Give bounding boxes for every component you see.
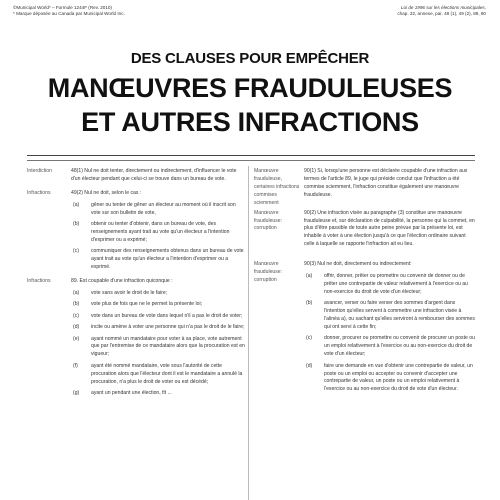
side-label-manoeuvre-1: Manœuvre frauduleuse, certaines infractions commises sciemment <box>254 168 300 206</box>
list-item: (c) communiquer des renseignements obtenus dans un bureau de vote ayant trait au vote qu'un électeur a l'intention d'exprimer ou a exprimé. <box>73 248 244 271</box>
list-item: (a) gêner ou tenter de gêner un électeur au moment où il inscrit son vote sur son bulletin de vote, <box>73 201 236 216</box>
section-90-3 <box>254 261 476 394</box>
section-90-3-text: 90(3) Nul ne doit, directement ou indirectement: <box>304 261 412 268</box>
section-49-text: 49(2) Nul ne doit, selon le cas : <box>71 189 142 196</box>
side-label-interdiction: Interdiction <box>27 168 52 174</box>
section-90-1 <box>254 168 476 206</box>
list-item: (c) donner, procurer ou promettre ou convenir de procurer un poste ou un emploi relativement à l'exercice ou au non-exercice du droit de vote d'un électeur; <box>306 335 475 358</box>
list-item: (b) vote plus de fois que ne le permet la présente loi; <box>73 301 202 308</box>
right-column <box>254 168 476 400</box>
section-89-text: 89. Est coupable d'une infraction quiconque : <box>71 277 173 284</box>
list-item: (a) vote sans avoir le droit de le faire; <box>73 289 168 296</box>
side-label-manoeuvre-2: Manœuvre frauduleuse: corruption <box>254 209 283 232</box>
side-label-infractions-2: Infractions <box>27 277 51 284</box>
section-90-2-text: 90(2) Une infraction visée au paragraphe (3) constitue une manœuvre frauduleuse et, sur déclaration de culpabilité, la personne qui la commet, en plus d'être passible de toute autre peine prévue par la présente loi, est inhabile à voter à une élection jusqu'à ce que l'élection ordinaire suivant celle à laquelle se rapporte l'infraction ait eu lieu. <box>304 209 475 248</box>
list-item: (c) vote dans un bureau de vote dans lequel n'il a pas le droit de voter; <box>73 312 243 319</box>
statute-title: Loi de 1996 sur les élections municipales, <box>400 5 486 10</box>
list-item: (f) ayant été nommé mandataire, vote sous l'autorité de cette procuration alors que l'électeur dont il est le mandataire a annulé la procuration, n'a plus le droit de voter ou est décédé; <box>73 362 243 385</box>
section-90-1-text: 90(1) Si, lorsqu'une personne est déclarée coupable d'une infraction aux termes de l'article 89, le juge qui préside conclut que l'infraction a été commise sciemment, l'infraction constitue également une manœuvre frauduleuse. <box>304 168 468 198</box>
header-right <box>316 5 486 17</box>
trademark-line: * Marque déposée au Canada par Municipal World Inc. <box>13 11 125 16</box>
section-89 <box>27 278 245 398</box>
list-item: (a) offrir, donner, prêter ou promettre ou convenir de donner ou de prêter une contrepartie de valeur relativement à l'exercice ou au non-exercice du droit de vote d'un électeur; <box>306 273 468 295</box>
title-line-2: MANŒUVRES FRAUDULEUSES <box>47 73 453 103</box>
side-label-infractions: Infractions <box>27 189 51 196</box>
section-49 <box>27 190 245 272</box>
section-48 <box>27 168 245 184</box>
list-item: (b) avancer, verser ou faire verser des sommes d'argent dans l'intention qu'elles servent à commettre une infraction visée à l'alinéa a), ou sachant qu'elles serviront à rembourser des sommes qui ont servi à cette fin; <box>306 300 475 330</box>
copyright-line: ©Municipal World* – Formule 1244F (Rev. 2010) <box>13 5 112 10</box>
list-item: (d) faire une demande en vue d'obtenir une contrepartie de valeur, un poste ou un emploi ou accepter ou convenir d'accepter une contrepartie de valeur, un poste ou un emploi relativement à l'exercice ou au non-exercice du droit de vote d'un électeur. <box>306 362 473 393</box>
section-48-text: 48(1) Nul ne doit tenter, directement ou indirectement, d'influencer le vote d'un électeur pendant que celui-ci se trouve dans un bureau de vote. <box>71 168 237 182</box>
list-item: (d) incite ou amène à voter une personne qui n'a pas le droit de le faire; <box>73 324 245 331</box>
list-item: (g) ayant un pendant une élection, fit ... <box>73 389 172 396</box>
section-90-2 <box>254 210 476 250</box>
list-item: (e) ayant nommé un mandataire pour voter à sa place, vote autrement que par l'entremise de ce mandataire alors que la procuration est en vigueur; <box>73 335 245 358</box>
header-left <box>13 5 125 17</box>
title-line-1: DES CLAUSES POUR EMPÊCHER <box>130 50 370 67</box>
title-line-3: ET AUTRES INFRACTIONS <box>81 107 419 137</box>
statute-reference: chap. 32, annexe, par. 48 (1), 49 (2), 89, 90 <box>397 11 486 16</box>
left-column <box>27 168 245 404</box>
title-rule <box>27 155 475 161</box>
side-label-manoeuvre-3: Manœuvre frauduleuse: corruption <box>254 261 283 283</box>
list-item: (b) obtenir ou tenter d'obtenir, dans un bureau de vote, des renseignements ayant trait au vote qu'un électeur a l'intention d'exprimer ou a exprimé; <box>73 221 230 243</box>
column-divider <box>248 166 249 500</box>
